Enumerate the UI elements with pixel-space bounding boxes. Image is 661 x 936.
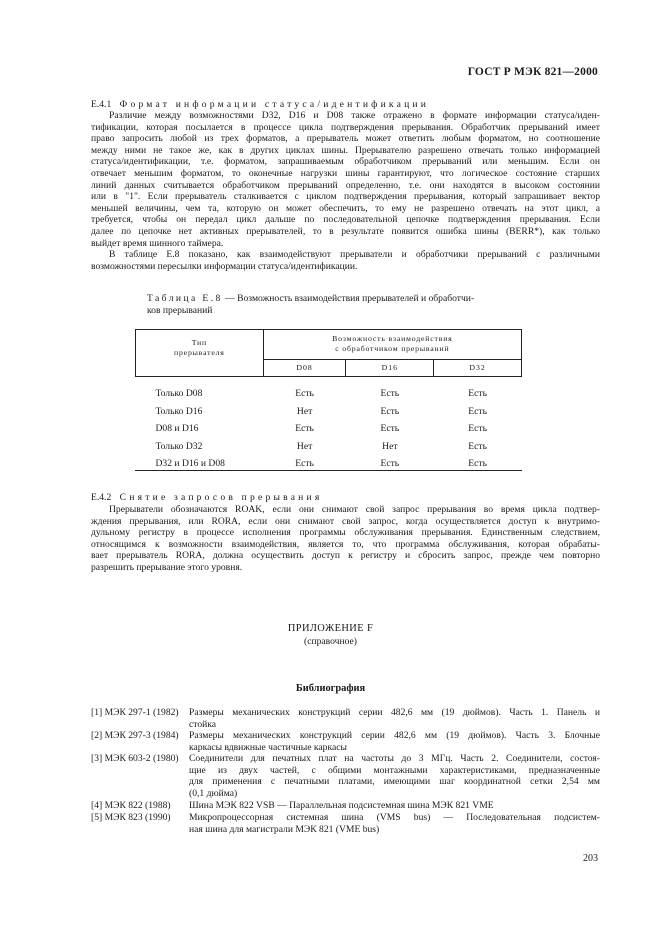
appendix-title: ПРИЛОЖЕНИЕ F bbox=[287, 623, 374, 634]
bib-desc bbox=[189, 812, 600, 835]
table-row bbox=[136, 385, 522, 403]
column-header-d16: D16 bbox=[346, 359, 434, 377]
section-e41-title: Формат информации статуса/идентификации bbox=[119, 99, 430, 110]
bib-line: стойка bbox=[189, 718, 217, 730]
cell-d16: Есть bbox=[380, 458, 400, 470]
bib-desc bbox=[189, 707, 600, 730]
cell-d32: Есть bbox=[468, 423, 487, 435]
cell-d32: Есть bbox=[468, 458, 487, 470]
column-header-d08: D08 bbox=[263, 359, 346, 377]
cell-d16: Есть bbox=[380, 388, 400, 400]
column-header-type bbox=[136, 330, 264, 377]
section-e42-body bbox=[91, 504, 600, 574]
text-line: меньшей величины, чем та, которую он может обеспечить, то ему не разрешено отвечать на этот цикл, а bbox=[91, 202, 600, 214]
bib-code: [2] МЭК 297-3 (1984) bbox=[91, 730, 179, 741]
bib-desc bbox=[189, 800, 600, 812]
table-e8-caption bbox=[147, 293, 527, 316]
text-line: отвечает меньшим форматом, то оконечные нагрузки шины гарантируют, что логическое состояние старших bbox=[91, 167, 600, 179]
text-line: выйдет время шинного таймера. bbox=[91, 237, 224, 249]
table-row bbox=[136, 420, 522, 438]
text-line: требуется, чтобы он передал цикл дальше по последовательной цепочке подтверждения прерывания. Если bbox=[91, 214, 600, 226]
section-e42-number: Е.4.2 bbox=[91, 492, 112, 503]
column-header-type-line1: Тип bbox=[191, 338, 208, 347]
row-type: D32 и D16 и D08 bbox=[155, 458, 225, 470]
bibliography-list bbox=[0, 707, 661, 835]
cell-d08: Есть bbox=[295, 458, 314, 470]
row-type: Только D32 bbox=[155, 440, 203, 452]
section-e41-body bbox=[91, 110, 600, 272]
cell-d08: Есть bbox=[295, 388, 314, 400]
bib-line: щие из двух частей, с общими монтажными характеристиками, предназначенные bbox=[189, 764, 600, 776]
column-header-d32: D32 bbox=[434, 359, 522, 377]
text-line: Прерыватели обозначаются ROAK, если они снимают свой запрос прерывания во время цикла подтвер- bbox=[109, 504, 600, 515]
row-type: D08 и D16 bbox=[155, 423, 199, 435]
cell-d32: Есть bbox=[468, 405, 487, 417]
section-e41-heading bbox=[91, 99, 429, 111]
bib-desc bbox=[189, 730, 600, 753]
section-e41-number: Е.4.1 bbox=[91, 99, 112, 110]
table-bottom-rule bbox=[135, 470, 522, 471]
cell-d16: Есть bbox=[380, 423, 400, 435]
bib-line: Размеры механических конструкций серии 482,6 мм (19 дюймов). Часть 1. Панель и bbox=[189, 707, 600, 718]
bib-code: [5] МЭК 823 (1990) bbox=[91, 812, 171, 823]
section-e42-heading bbox=[91, 492, 322, 504]
column-group-header-line2: с обработчиком прерываний bbox=[335, 344, 450, 354]
bib-line: для применения с печатными платами, имеющими шаг координатной сетки 2,54 мм bbox=[189, 776, 600, 788]
row-type: Только D16 bbox=[155, 405, 203, 417]
cell-d32: Есть bbox=[468, 440, 487, 452]
text-line: между ними не такое же, как в других циклах шины. Прерывателю разрешено отвечать только информацией bbox=[91, 144, 600, 156]
text-line: В таблице Е.8 показано, как взаимодействуют прерыватели и обработчики прерываний с различными bbox=[109, 249, 600, 261]
bib-code: [4] МЭК 822 (1988) bbox=[91, 800, 171, 811]
cell-d32: Есть bbox=[468, 388, 487, 400]
column-group-header bbox=[263, 330, 521, 360]
text-line: относящимся к возможности взаимодействия, является то, что программа обслуживания, которая обрабаты- bbox=[91, 538, 600, 550]
text-line: разрешить прерывание этого уровня. bbox=[91, 561, 243, 573]
column-header-type-line2: прерывателя bbox=[174, 348, 225, 357]
appendix-subtitle: (справочное) bbox=[304, 636, 357, 647]
bib-line: Размеры механических конструкций серии 482,6 мм (19 дюймов). Часть 3. Блочные bbox=[189, 730, 600, 741]
cell-d08: Нет bbox=[296, 440, 313, 452]
bib-line: каркасы вдвижные частичные каркасы bbox=[189, 741, 347, 753]
bib-line: (0,1 дюйма) bbox=[189, 787, 238, 799]
bib-line: Шина МЭК 822 VSB — Параллельная подсистемная шина МЭК 821 VME bbox=[189, 800, 494, 811]
bib-line: Микропроцессорная системная шина (VMS bus) — Последовательная подсистем- bbox=[189, 812, 600, 823]
column-group-header-line1: Возможность взаимодействия bbox=[332, 334, 453, 344]
bib-line: ная шина для магистрали МЭК 821 (VME bus) bbox=[189, 823, 380, 835]
page-number: 203 bbox=[583, 853, 598, 864]
section-e42-title: Снятие запросов прерывания bbox=[119, 492, 323, 503]
table-caption-line2: ков прерываний bbox=[147, 304, 213, 316]
text-line: тификации, которая посылается в процессе цикла подтверждения прерывания. Обработчик прерываний имеет bbox=[91, 121, 600, 133]
bib-code: [3] МЭК 603-2 (1980) bbox=[91, 753, 179, 764]
cell-d16: Нет bbox=[382, 440, 398, 452]
text-line: возможностями пересылки информации статуса/идентификации. bbox=[91, 260, 358, 272]
text-line: право запросить любой из трех форматов, а прерыватель может ответить любым форматом, но соотношение bbox=[91, 133, 600, 145]
table-e8 bbox=[135, 329, 522, 473]
text-line: статуса/идентификации, т.е. форматом, запрашиваемым обработчиком прерываний или меньшим. Если он bbox=[91, 156, 600, 168]
cell-d08: Нет bbox=[296, 405, 313, 417]
bib-desc bbox=[189, 753, 600, 799]
text-line: дульному регистру в процессе исполнения программы обслуживания прерывания. Единственным следствием, bbox=[91, 527, 600, 539]
text-line: линий данных считывается обработчиком прерываний определенно, т.е. они находятся в высоком состоянии bbox=[91, 179, 600, 191]
table-caption-label: Таблица Е.8 bbox=[147, 293, 223, 304]
table-row bbox=[136, 438, 522, 456]
text-line: вает прерыватель RORA, должна осуществить доступ к регистру и сбросить запрос, прежде чем повторно bbox=[91, 550, 600, 562]
text-line: ждения прерывания, или RORA, если они снимают свой запрос, когда осуществляется доступ к внутримо- bbox=[91, 515, 600, 527]
table-caption-line bbox=[147, 293, 527, 305]
bib-code: [1] МЭК 297-1 (1982) bbox=[91, 707, 179, 718]
bib-line: Соединители для печатных плат на частоты до 3 МГц. Часть 2. Соединители, состоя- bbox=[189, 753, 600, 764]
text-line: далее по цепочке нет активных прерывателей, то в результате появится ошибка шины (BERR*), как только bbox=[91, 225, 600, 237]
table-caption-text: — Возможность взаимодействия прерывателей и обработчи- bbox=[222, 293, 475, 304]
page-header-title: ГОСТ Р МЭК 821—2000 bbox=[467, 66, 598, 78]
table-row bbox=[136, 403, 522, 421]
bibliography-title: Библиография bbox=[295, 683, 366, 694]
text-line: Различие между возможностями D32, D16 и D08 также отражено в формате информации статуса/иден- bbox=[109, 110, 600, 121]
text-line: или в "1". Если прерыватель сталкивается с циклом подтверждения прерывания, который запрашивает вектор bbox=[91, 191, 600, 203]
cell-d16: Есть bbox=[380, 405, 400, 417]
row-type: Только D08 bbox=[155, 388, 203, 400]
cell-d08: Есть bbox=[295, 423, 314, 435]
